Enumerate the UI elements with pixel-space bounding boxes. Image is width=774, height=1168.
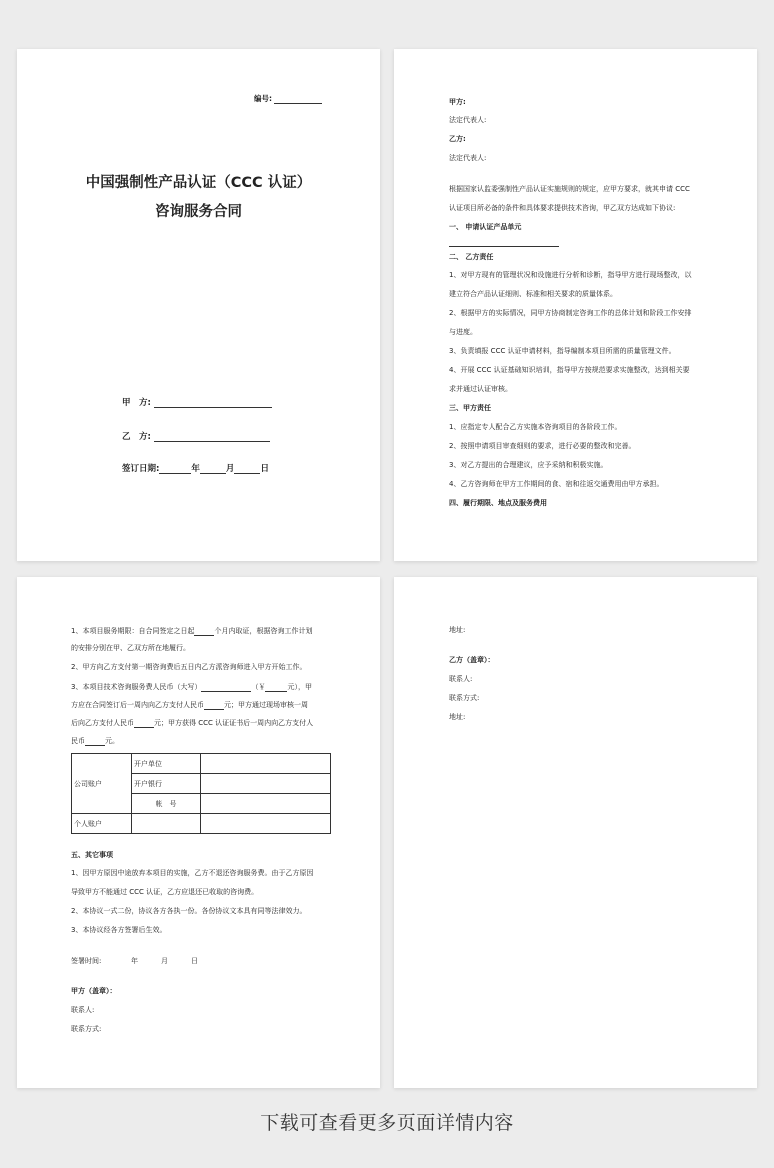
month-label: 月: [225, 464, 235, 474]
party-a-field: [122, 396, 272, 408]
contract-cover-page: [17, 49, 380, 561]
party-a-label: 甲 方:: [122, 398, 151, 408]
section-3-heading: 三、甲方责任: [449, 404, 491, 412]
day-blank: [234, 463, 260, 474]
company-account-cell: 公司账户: [72, 754, 132, 814]
party-b-contact-method: 联系方式:: [449, 694, 480, 702]
bank-label: 开户银行: [132, 774, 201, 794]
clause-3c-pre: 后向乙方支付人民币: [71, 719, 134, 727]
download-caption: 下载可查看更多页面详情内容: [260, 1112, 514, 1134]
s2-item-4b: 求并通过认证审核。: [449, 385, 512, 393]
clause-3c-post: 元；甲方获得 CCC 认证证书后一周内向乙方支付人: [154, 719, 314, 727]
clause-3a-post: 元），甲: [287, 683, 312, 691]
sign-date-field: [122, 462, 269, 474]
page-title-line1: 中国强制性产品认证（CCC 认证）: [85, 175, 312, 191]
other-item-3: 3、本协议经各方签署后生效。: [71, 926, 167, 934]
clause-3b: [71, 700, 308, 710]
first-payment-blank: [204, 700, 224, 710]
party-a-contact-method: 联系方式:: [71, 1025, 102, 1033]
clause-3d-pre: 民币: [71, 737, 85, 745]
account-table: [71, 753, 331, 834]
party-a-rep: 法定代表人:: [449, 116, 487, 124]
party-b-heading: 乙方:: [449, 135, 466, 143]
s2-item-2a: 2、根据甲方的实际情况，同甲方协商制定咨询工作的总体计划和阶段工作安排: [449, 309, 692, 317]
clause-1b: 的安排分别在甲、乙双方所在地履行。: [71, 644, 190, 652]
bank-name-value: [201, 754, 331, 774]
clause-3a-mid: （￥: [251, 683, 266, 691]
clause-3a: [71, 682, 312, 692]
sign-day-label: 日: [191, 957, 198, 965]
party-b-label: 乙 方:: [122, 432, 151, 442]
party-a-contact: 联系人:: [71, 1006, 95, 1014]
s2-item-1a: 1、对甲方现有的管理状况和设施进行分析和诊断，指导甲方进行现场整改，以: [449, 271, 692, 279]
s2-item-4a: 4、开展 CCC 认证基础知识培训，指导甲方按规范要求实施整改，达到相关要: [449, 366, 690, 374]
personal-account-cell: 个人账户: [72, 814, 132, 834]
account-no-label: 帐 号: [132, 794, 201, 814]
party-b-seal: 乙方（盖章）：: [449, 656, 495, 664]
clause-3a-pre: 3、本项目技术咨询服务费人民币（大写）: [71, 683, 202, 691]
clause-1a-pre: 1、本项目服务期限：自合同签定之日起: [71, 627, 195, 635]
contract-number-blank: [274, 95, 322, 104]
fee-words-blank: [201, 682, 251, 692]
personal-account-value-1: [132, 814, 201, 834]
clause-3d: [71, 736, 119, 746]
party-b-blank: [154, 431, 270, 442]
contract-number-label: 编号:: [254, 94, 272, 103]
clause-3b-post: 元；甲方通过现场审核一周: [224, 701, 308, 709]
contract-page-4: [394, 577, 757, 1088]
sign-date-label: 签订日期:: [122, 464, 160, 474]
contract-page-3: [17, 577, 380, 1088]
section-2-heading: 二、 乙方责任: [449, 253, 494, 261]
s2-item-3: 3、负责填报 CCC 认证申请材料，指导编制本项目所需的质量管理文件。: [449, 347, 676, 355]
clause-3b-pre: 方应在合同签订后一周内向乙方支付人民币: [71, 701, 204, 709]
party-b-address: 地址:: [449, 713, 466, 721]
months-blank: [194, 626, 214, 636]
s2-item-1b: 建立符合产品认证细则、标准和相关要求的质量体系。: [449, 290, 617, 298]
day-label: 日: [260, 464, 269, 474]
s3-item-2: 2、按照申请项目审查细则的要求，进行必要的整改和完善。: [449, 442, 636, 450]
year-label: 年: [191, 464, 200, 474]
clause-2: 2、甲方向乙方支付第一期咨询费后五日内乙方派咨询师进入甲方开始工作。: [71, 663, 307, 671]
clause-3c: [71, 718, 313, 728]
party-a-heading: 甲方:: [449, 98, 466, 106]
contract-number: [254, 93, 322, 104]
s3-item-1: 1、应指定专人配合乙方实施本咨询项目的各阶段工作。: [449, 423, 622, 431]
s3-item-3: 3、对乙方提出的合理建议，应予采纳和积极实施。: [449, 461, 608, 469]
other-item-1a: 1、因甲方原因中途放弃本项目的实施，乙方不退还咨询服务费。由于乙方原因: [71, 869, 314, 877]
party-a-blank: [154, 397, 272, 408]
other-item-2: 2、本协议一式二份，协议各方各执一份。各份协议文本具有同等法律效力。: [71, 907, 307, 915]
party-a-address: 地址:: [449, 626, 466, 634]
sign-month-label: 月: [161, 957, 168, 965]
page-title-line2: 咨询服务合同: [155, 204, 242, 220]
clause-1a: [71, 626, 312, 636]
product-unit-blank: [449, 246, 559, 247]
party-a-seal: 甲方（盖章）：: [71, 987, 117, 995]
final-payment-blank: [85, 736, 105, 746]
section-5-heading: 五、其它事项: [71, 851, 113, 859]
bank-name-label: 开户单位: [132, 754, 201, 774]
personal-account-value-2: [201, 814, 331, 834]
month-blank: [200, 463, 226, 474]
s3-item-4: 4、乙方咨询师在甲方工作期间的食、宿和往返交通费用由甲方承担。: [449, 480, 664, 488]
clause-3d-post: 元。: [105, 737, 119, 745]
party-b-contact: 联系人:: [449, 675, 473, 683]
party-b-rep: 法定代表人:: [449, 154, 487, 162]
sign-year-label: 年: [131, 957, 138, 965]
s2-item-2b: 与进度。: [449, 328, 477, 336]
clause-1a-post: 个月内取证，根据咨询工作计划: [214, 627, 313, 635]
sign-time-label: 签署时间:: [71, 957, 102, 965]
year-blank: [159, 463, 191, 474]
second-payment-blank: [134, 718, 154, 728]
intro-line-2: 认证项目所必备的条件和具体要求提供技术咨询，甲乙双方达成如下协议:: [449, 204, 676, 212]
fee-number-blank: [265, 682, 287, 692]
intro-line-1: 根据国家认监委强制性产品认证实施规则的规定，应甲方要求，就其申请 CCC: [449, 185, 690, 193]
party-b-field: [122, 430, 270, 442]
contract-page-2: [394, 49, 757, 561]
section-4-heading: 四、履行期限、地点及服务费用: [449, 499, 547, 507]
bank-value: [201, 774, 331, 794]
other-item-1b: 导致甲方不能通过 CCC 认证，乙方应退还已收取的咨询费。: [71, 888, 259, 896]
account-no-value: [201, 794, 331, 814]
section-1-heading: 一、 申请认证产品单元: [449, 223, 522, 231]
